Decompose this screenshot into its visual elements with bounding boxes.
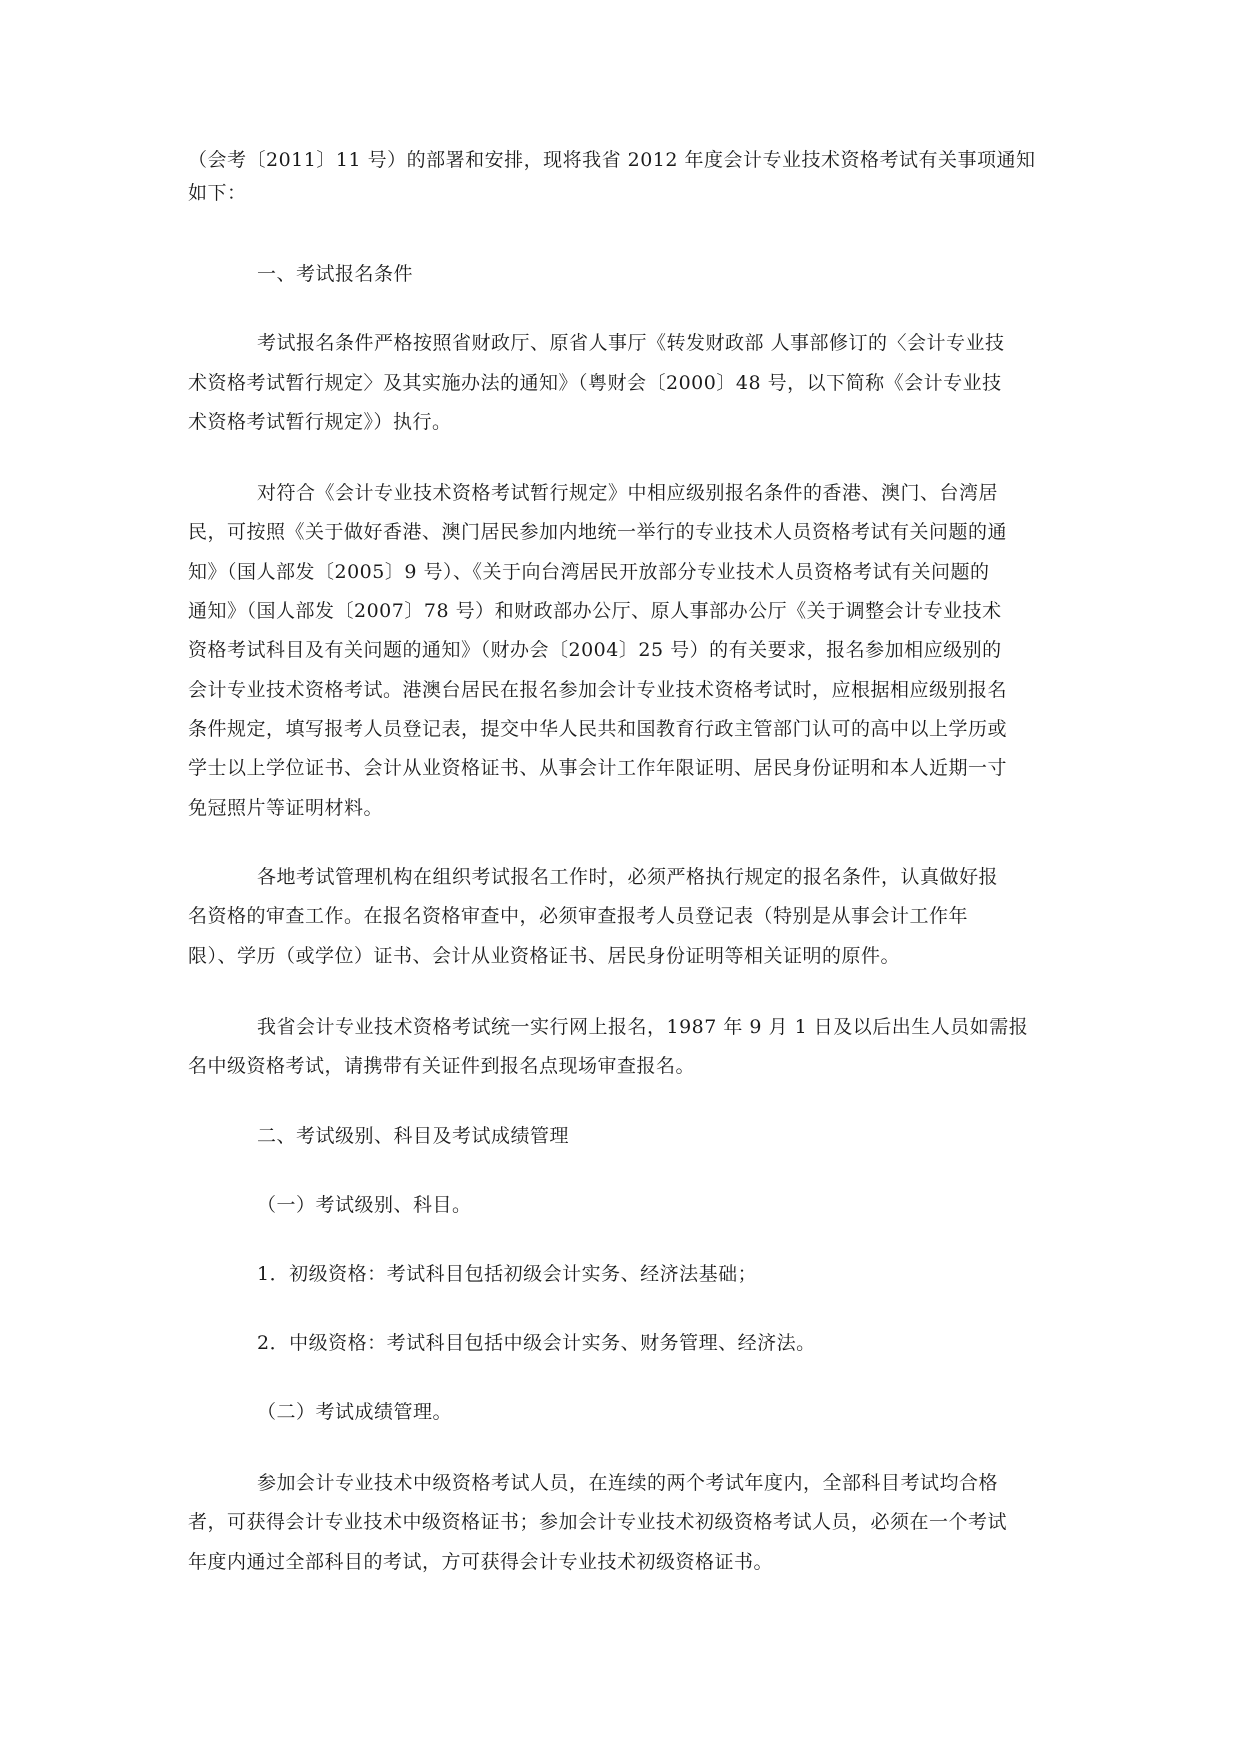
text-line: 术资格考试暂行规定〉及其实施办法的通知》（粤财会〔2000〕48 号，以下简称《会计专业技 — [188, 372, 1002, 394]
text-line: 参加会计专业技术中级资格考试人员，在连续的两个考试年度内，全部科目考试均合格 — [257, 1472, 999, 1494]
text-line: 会计专业技术资格考试。港澳台居民在报名参加会计专业技术资格考试时，应根据相应级别报名 — [188, 679, 1008, 701]
section-heading: 一、考试报名条件 — [257, 263, 414, 285]
list-item: 2．中级资格：考试科目包括中级会计实务、财务管理、经济法。 — [257, 1332, 816, 1354]
text-line: 名资格的审查工作。在报名资格审查中，必须审查报考人员登记表（特别是从事会计工作年 — [188, 905, 969, 927]
text-line: 者，可获得会计专业技术中级资格证书；参加会计专业技术初级资格考试人员，必须在一个考试 — [188, 1511, 1008, 1533]
text-line: 条件规定，填写报考人员登记表，提交中华人民共和国教育行政主管部门认可的高中以上学历或 — [188, 718, 1008, 740]
text-line: 资格考试科目及有关问题的通知》（财办会〔2004〕25 号）的有关要求，报名参加相应级别的 — [188, 639, 1002, 661]
subsection-heading: （二）考试成绩管理。 — [257, 1401, 453, 1423]
text-line: 名中级资格考试，请携带有关证件到报名点现场审查报名。 — [188, 1055, 696, 1077]
text-line: 学士以上学位证书、会计从业资格证书、从事会计工作年限证明、居民身份证明和本人近期一寸 — [188, 757, 1008, 779]
text-line: 我省会计专业技术资格考试统一实行网上报名，1987 年 9 月 1 日及以后出生人员如需报 — [257, 1016, 1029, 1038]
text-line: 免冠照片等证明材料。 — [188, 797, 384, 819]
subsection-heading: （一）考试级别、科目。 — [257, 1194, 472, 1216]
text-line: 年度内通过全部科目的考试，方可获得会计专业技术初级资格证书。 — [188, 1551, 774, 1573]
text-line: （会考〔2011〕11 号）的部署和安排，现将我省 2012 年度会计专业技术资格考试有关事项通知 — [188, 149, 1036, 171]
text-line: 限）、学历（或学位）证书、会计从业资格证书、居民身份证明等相关证明的原件。 — [188, 945, 901, 967]
text-line: 通知》（国人部发〔2007〕78 号）和财政部办公厅、原人事部办公厅《关于调整会计专业技术 — [188, 600, 1002, 622]
section-heading: 二、考试级别、科目及考试成绩管理 — [257, 1125, 570, 1147]
text-line: 术资格考试暂行规定》）执行。 — [188, 411, 452, 433]
text-line: 各地考试管理机构在组织考试报名工作时，必须严格执行规定的报名条件，认真做好报 — [257, 866, 999, 888]
text-line: 对符合《会计专业技术资格考试暂行规定》中相应级别报名条件的香港、澳门、台湾居 — [257, 482, 999, 504]
text-line: 知》（国人部发〔2005〕9 号）、《关于向台湾居民开放部分专业技术人员资格考试有关问题的 — [188, 561, 990, 583]
text-line: 如下： — [188, 182, 247, 204]
list-item: 1．初级资格：考试科目包括初级会计实务、经济法基础； — [257, 1263, 758, 1285]
text-line: 民，可按照《关于做好香港、澳门居民参加内地统一举行的专业技术人员资格考试有关问题的通 — [188, 521, 1008, 543]
text-line: 考试报名条件严格按照省财政厅、原省人事厅《转发财政部 人事部修订的〈会计专业技 — [257, 332, 1005, 354]
